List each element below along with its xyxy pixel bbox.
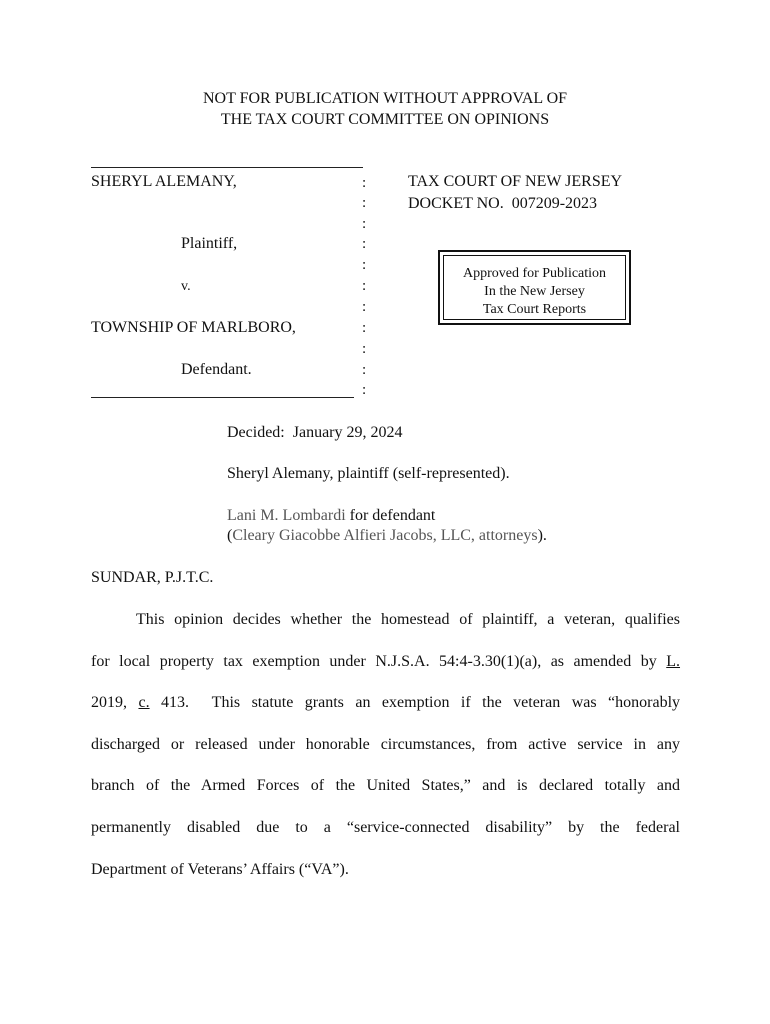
caption-colon: : [362, 257, 367, 273]
defendant-role: Defendant. [181, 361, 252, 378]
versus: v. [181, 279, 191, 294]
opinion-line-3 [91, 694, 680, 712]
firm-close-paren: ). [537, 527, 547, 544]
publication-notice-line-2: THE TAX COURT COMMITTEE ON OPINIONS [220, 111, 550, 128]
opinion-line-7: Department of Veterans’ Affairs (“VA”). [91, 861, 349, 878]
caption-colon: : [362, 320, 367, 336]
caption-top-rule [91, 167, 363, 168]
publication-notice-line-1: NOT FOR PUBLICATION WITHOUT APPROVAL OF [202, 90, 568, 107]
opinion-line-5: branch of the Armed Forces of the United States,” and is declared totally and [91, 777, 680, 794]
plaintiff-counsel: Sheryl Alemany, plaintiff (self-represented). [227, 465, 510, 482]
approval-stamp-box [438, 250, 631, 325]
decided-date: Decided: January 29, 2024 [227, 424, 403, 441]
approval-line-1: Approved for Publication [462, 266, 607, 281]
opinion-line-1: This opinion decides whether the homestead of plaintiff, a veteran, qualifies [136, 611, 680, 628]
defendant-firm [227, 527, 547, 545]
defendant-name: TOWNSHIP OF MARLBORO, [91, 319, 296, 336]
opinion-line-6: permanently disabled due to a “service-connected disability” by the federal [91, 819, 680, 836]
docket-number: DOCKET NO. 007209-2023 [408, 195, 598, 212]
caption-colon: : [362, 341, 367, 357]
approval-stamp-inner [443, 255, 626, 320]
approval-line-3: Tax Court Reports [482, 302, 587, 317]
firm-open-paren: ( [227, 527, 233, 544]
opinion-line-2-text: for local property tax exemption under N.J.S.A. 54:4-3.30(1)(a), as amended by [91, 653, 657, 670]
caption-colon: : [362, 362, 367, 378]
approval-line-2: In the New Jersey [484, 284, 585, 299]
statute-citation-l: L. [666, 653, 681, 670]
caption-colon: : [362, 175, 367, 191]
plaintiff-name: SHERYL ALEMANY, [91, 173, 237, 190]
defendant-attorney-name: Lani M. Lombardi [227, 507, 346, 524]
caption-colon: : [362, 195, 367, 211]
caption-bottom-rule [91, 397, 354, 398]
judge-name: SUNDAR, P.J.T.C. [91, 569, 214, 586]
caption-colon: : [362, 216, 367, 232]
opinion-line-2 [91, 653, 680, 671]
caption-colon: : [362, 382, 367, 398]
opinion-line-3-year: 2019, [91, 694, 127, 711]
opinion-line-4: discharged or released under honorable circumstances, from active service in any [91, 736, 680, 753]
plaintiff-role: Plaintiff, [181, 235, 238, 252]
defendant-counsel-for: for defendant [345, 507, 436, 524]
caption-colon: : [362, 236, 367, 252]
court-name: TAX COURT OF NEW JERSEY [408, 173, 623, 190]
caption-colon: : [362, 278, 367, 294]
opinion-line-3-text: 413. This statute grants an exemption if the veteran was “honorably [161, 694, 681, 711]
defendant-counsel [227, 507, 435, 525]
defendant-firm-name: Cleary Giacobbe Alfieri Jacobs, LLC, attorneys [232, 527, 538, 544]
statute-citation-c: c. [138, 694, 150, 711]
caption-colon: : [362, 299, 367, 315]
